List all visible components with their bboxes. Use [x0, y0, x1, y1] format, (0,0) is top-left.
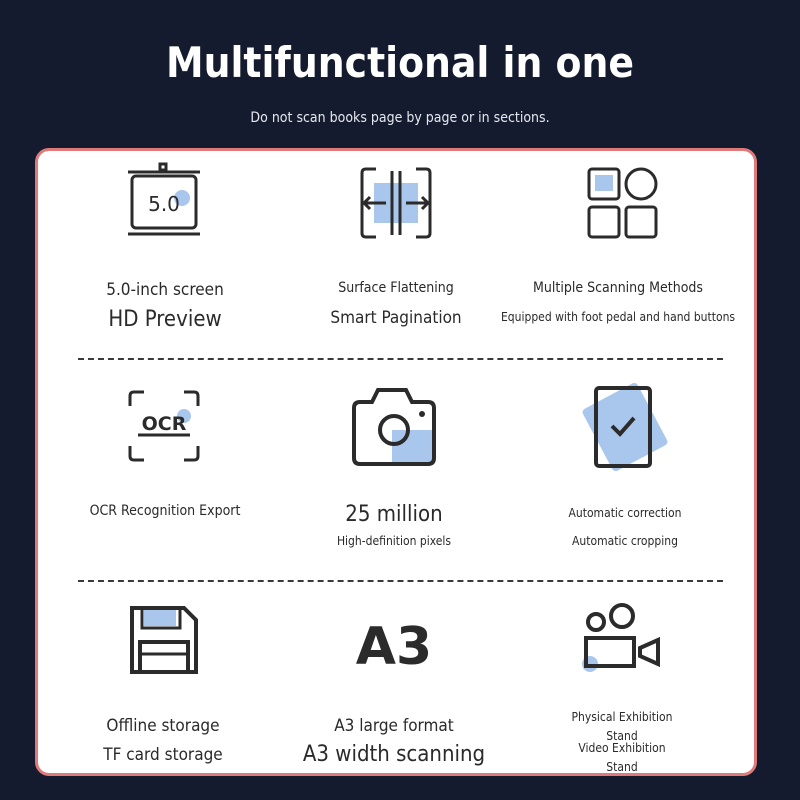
video-line3: Video Exhibition	[578, 741, 666, 755]
ocr-line1: OCR Recognition Export	[89, 503, 241, 519]
flatten-line2: Smart Pagination	[330, 308, 462, 328]
a3-text-icon	[348, 612, 440, 672]
a3-line2: A3 width scanning	[302, 742, 486, 767]
flatten-line1: Surface Flattening	[338, 280, 454, 296]
correction-line1: Automatic correction	[568, 506, 682, 520]
methods-line1: Multiple Scanning Methods	[533, 280, 703, 296]
ocr-icon-text: OCR	[141, 413, 187, 435]
methods-line2: Equipped with foot pedal and hand buttons	[500, 310, 736, 324]
grid-apps-icon	[585, 165, 661, 241]
pixels-line1: 25 million	[345, 502, 443, 527]
floppy-disk-icon	[128, 604, 200, 676]
row-divider-2	[78, 580, 723, 582]
screen-line2: HD Preview	[108, 307, 222, 332]
pixels-line2: High-definition pixels	[336, 534, 452, 548]
correction-line2: Automatic cropping	[572, 534, 678, 548]
video-line4: Stand	[606, 760, 638, 774]
tablet-check-icon	[580, 382, 670, 474]
screen-icon-label: 5.0	[148, 192, 180, 216]
camera-icon	[350, 386, 438, 468]
video-camera-icon	[578, 602, 668, 678]
storage-line1: Offline storage	[106, 716, 220, 736]
ocr-scan-icon	[126, 388, 202, 464]
row-divider-1	[78, 358, 723, 360]
video-line1: Physical Exhibition	[571, 710, 673, 724]
a3-line1: A3 large format	[334, 716, 454, 736]
storage-line2: TF card storage	[103, 745, 223, 765]
video-line2: Stand	[606, 729, 638, 743]
screen-icon	[124, 162, 204, 242]
page-title: Multifunctional in one	[165, 38, 635, 87]
screen-line1: 5.0-inch screen	[106, 280, 224, 300]
a3-icon-text: A3	[355, 617, 433, 672]
flatten-arrows-icon	[356, 165, 436, 241]
page-subtitle: Do not scan books page by page or in sections.	[250, 110, 550, 126]
